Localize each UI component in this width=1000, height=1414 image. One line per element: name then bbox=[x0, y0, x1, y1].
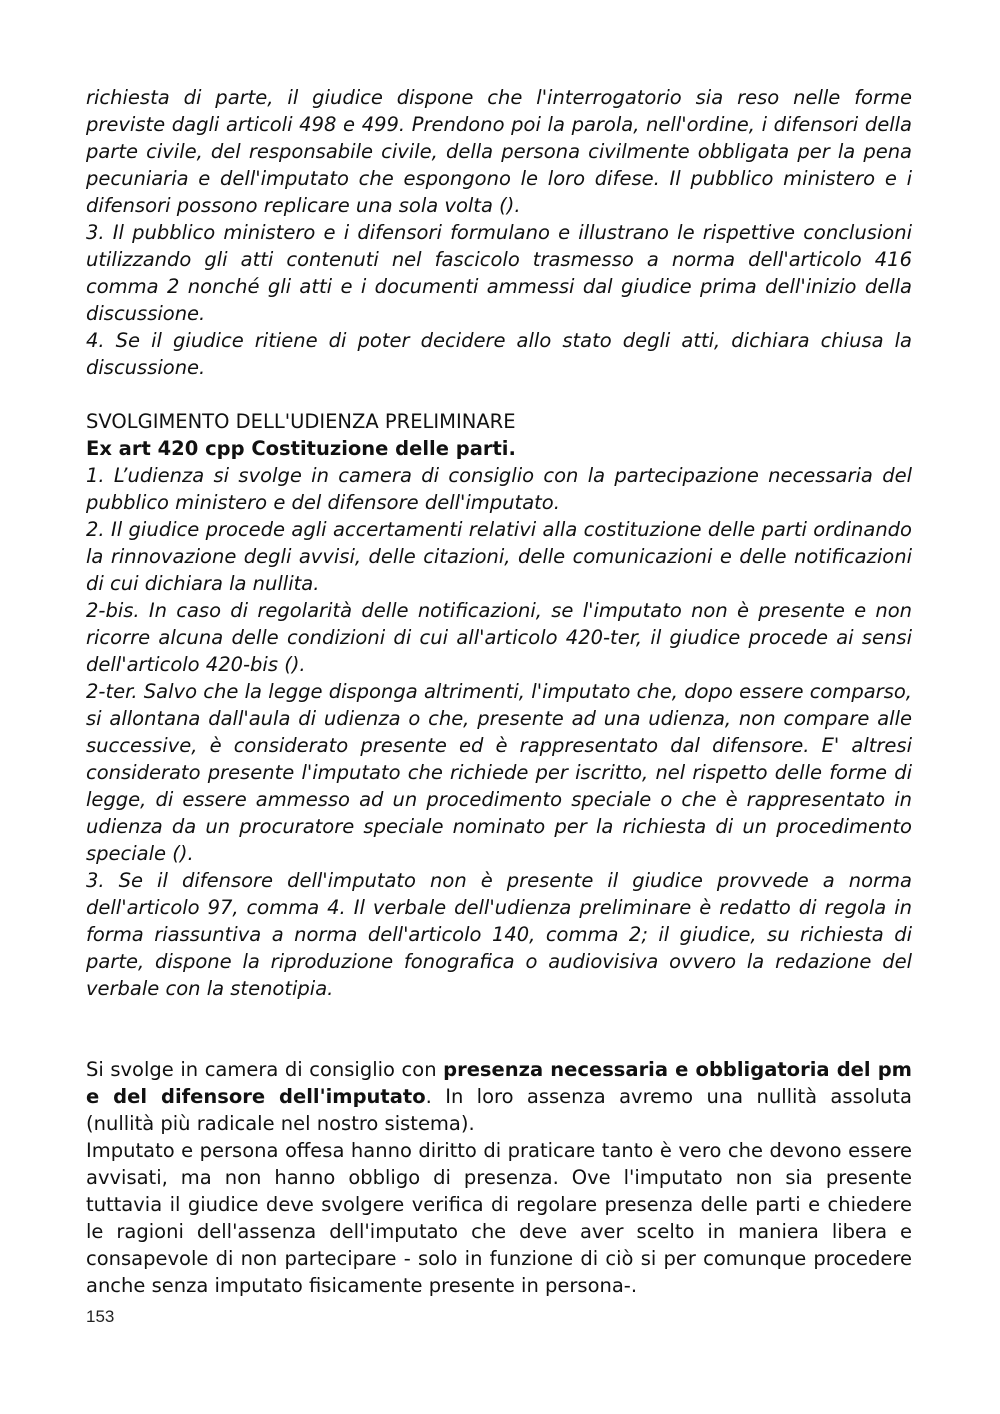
commentary-paragraph-1 bbox=[86, 1056, 912, 1137]
commentary-text-start: Si svolge in camera di consiglio con bbox=[86, 1058, 444, 1081]
document-page bbox=[86, 84, 912, 1299]
article-paragraph-1: 1. L’udienza si svolge in camera di consiglio con la partecipazione necessaria del pubblico ministero e del difensore dell'imputato. bbox=[86, 464, 912, 514]
article-heading: Ex art 420 cpp Costituzione delle parti. bbox=[86, 437, 516, 460]
commentary-emphasis: presenza necessaria e obbligatoria del pm e del difensore dell'imputato bbox=[86, 1058, 912, 1108]
article-paragraph-2ter: 2-ter. Salvo che la legge disponga altrimenti, l'imputato che, dopo essere comparso, si allontana dall'aula di udienza o che, presente ad una udienza, non compare alle successive, è considerato presente ed è rappresentato dal difensore. E' altresi considerato presente l'imputato che richiede per iscritto, nel rispetto delle forme di legge, di essere ammesso ad un procedimento speciale o che è rappresentato in udienza da un procuratore speciale nominato per la richiesta di un procedimento speciale (). bbox=[86, 680, 912, 865]
article-paragraph-2bis: 2-bis. In caso di regolarità delle notificazioni, se l'imputato non è presente e non ricorre alcuna delle condizioni di cui all'articolo 420-ter, il giudice procede ai sensi dell'articolo 420-bis (). bbox=[86, 599, 912, 676]
page-number: 153 bbox=[86, 1307, 115, 1326]
section-heading: SVOLGIMENTO DELL'UDIENZA PRELIMINARE bbox=[86, 410, 516, 433]
intro-paragraph-2: 3. Il pubblico ministero e i difensori formulano e illustrano le rispettive conclusioni utilizzando gli atti contenuti nel fascicolo trasmesso a norma dell'articolo 416 comma 2 nonché gli atti e i documenti ammessi dal giudice prima dell'inizio della discussione. bbox=[86, 221, 912, 325]
intro-paragraph-1: richiesta di parte, il giudice dispone che l'interrogatorio sia reso nelle forme previste dagli articoli 498 e 499. Prendono poi la parola, nell'ordine, i difensori della parte civile, del responsabile civile, della persona civilmente obbligata per la pena pecuniaria e dell'imputato che espongono le loro difese. Il pubblico ministero e i difensori possono replicare una sola volta (). bbox=[86, 86, 912, 217]
commentary-paragraph-2: Imputato e persona offesa hanno diritto di praticare tanto è vero che devono essere avvisati, ma non hanno obbligo di presenza. Ove l'imputato non sia presente tuttavia il giudice deve svolgere verifica di regolare presenza delle parti e chiedere le ragioni dell'assenza dell'imputato che deve aver scelto in maniera libera e consapevole di non partecipare - solo in funzione di ciò si per comunque procedere anche senza imputato fisicamente presente in persona-. bbox=[86, 1139, 912, 1297]
commentary-text-end: . In loro assenza avremo una nullità assoluta (nullità più radicale nel nostro sistema). bbox=[86, 1085, 912, 1135]
intro-paragraph-3: 4. Se il giudice ritiene di poter decidere allo stato degli atti, dichiara chiusa la discussione. bbox=[86, 329, 912, 379]
article-paragraph-3: 3. Se il difensore dell'imputato non è presente il giudice provvede a norma dell'articolo 97, comma 4. Il verbale dell'udienza preliminare è redatto di regola in forma riassuntiva a norma dell'articolo 140, comma 2; il giudice, su richiesta di parte, dispone la riproduzione fonografica o audiovisiva ovvero la redazione del verbale con la stenotipia. bbox=[86, 869, 912, 1000]
article-paragraph-2: 2. Il giudice procede agli accertamenti relativi alla costituzione delle parti ordinando la rinnovazione degli avvisi, delle citazioni, delle comunicazioni e delle notificazioni di cui dichiara la nullita. bbox=[86, 518, 912, 595]
